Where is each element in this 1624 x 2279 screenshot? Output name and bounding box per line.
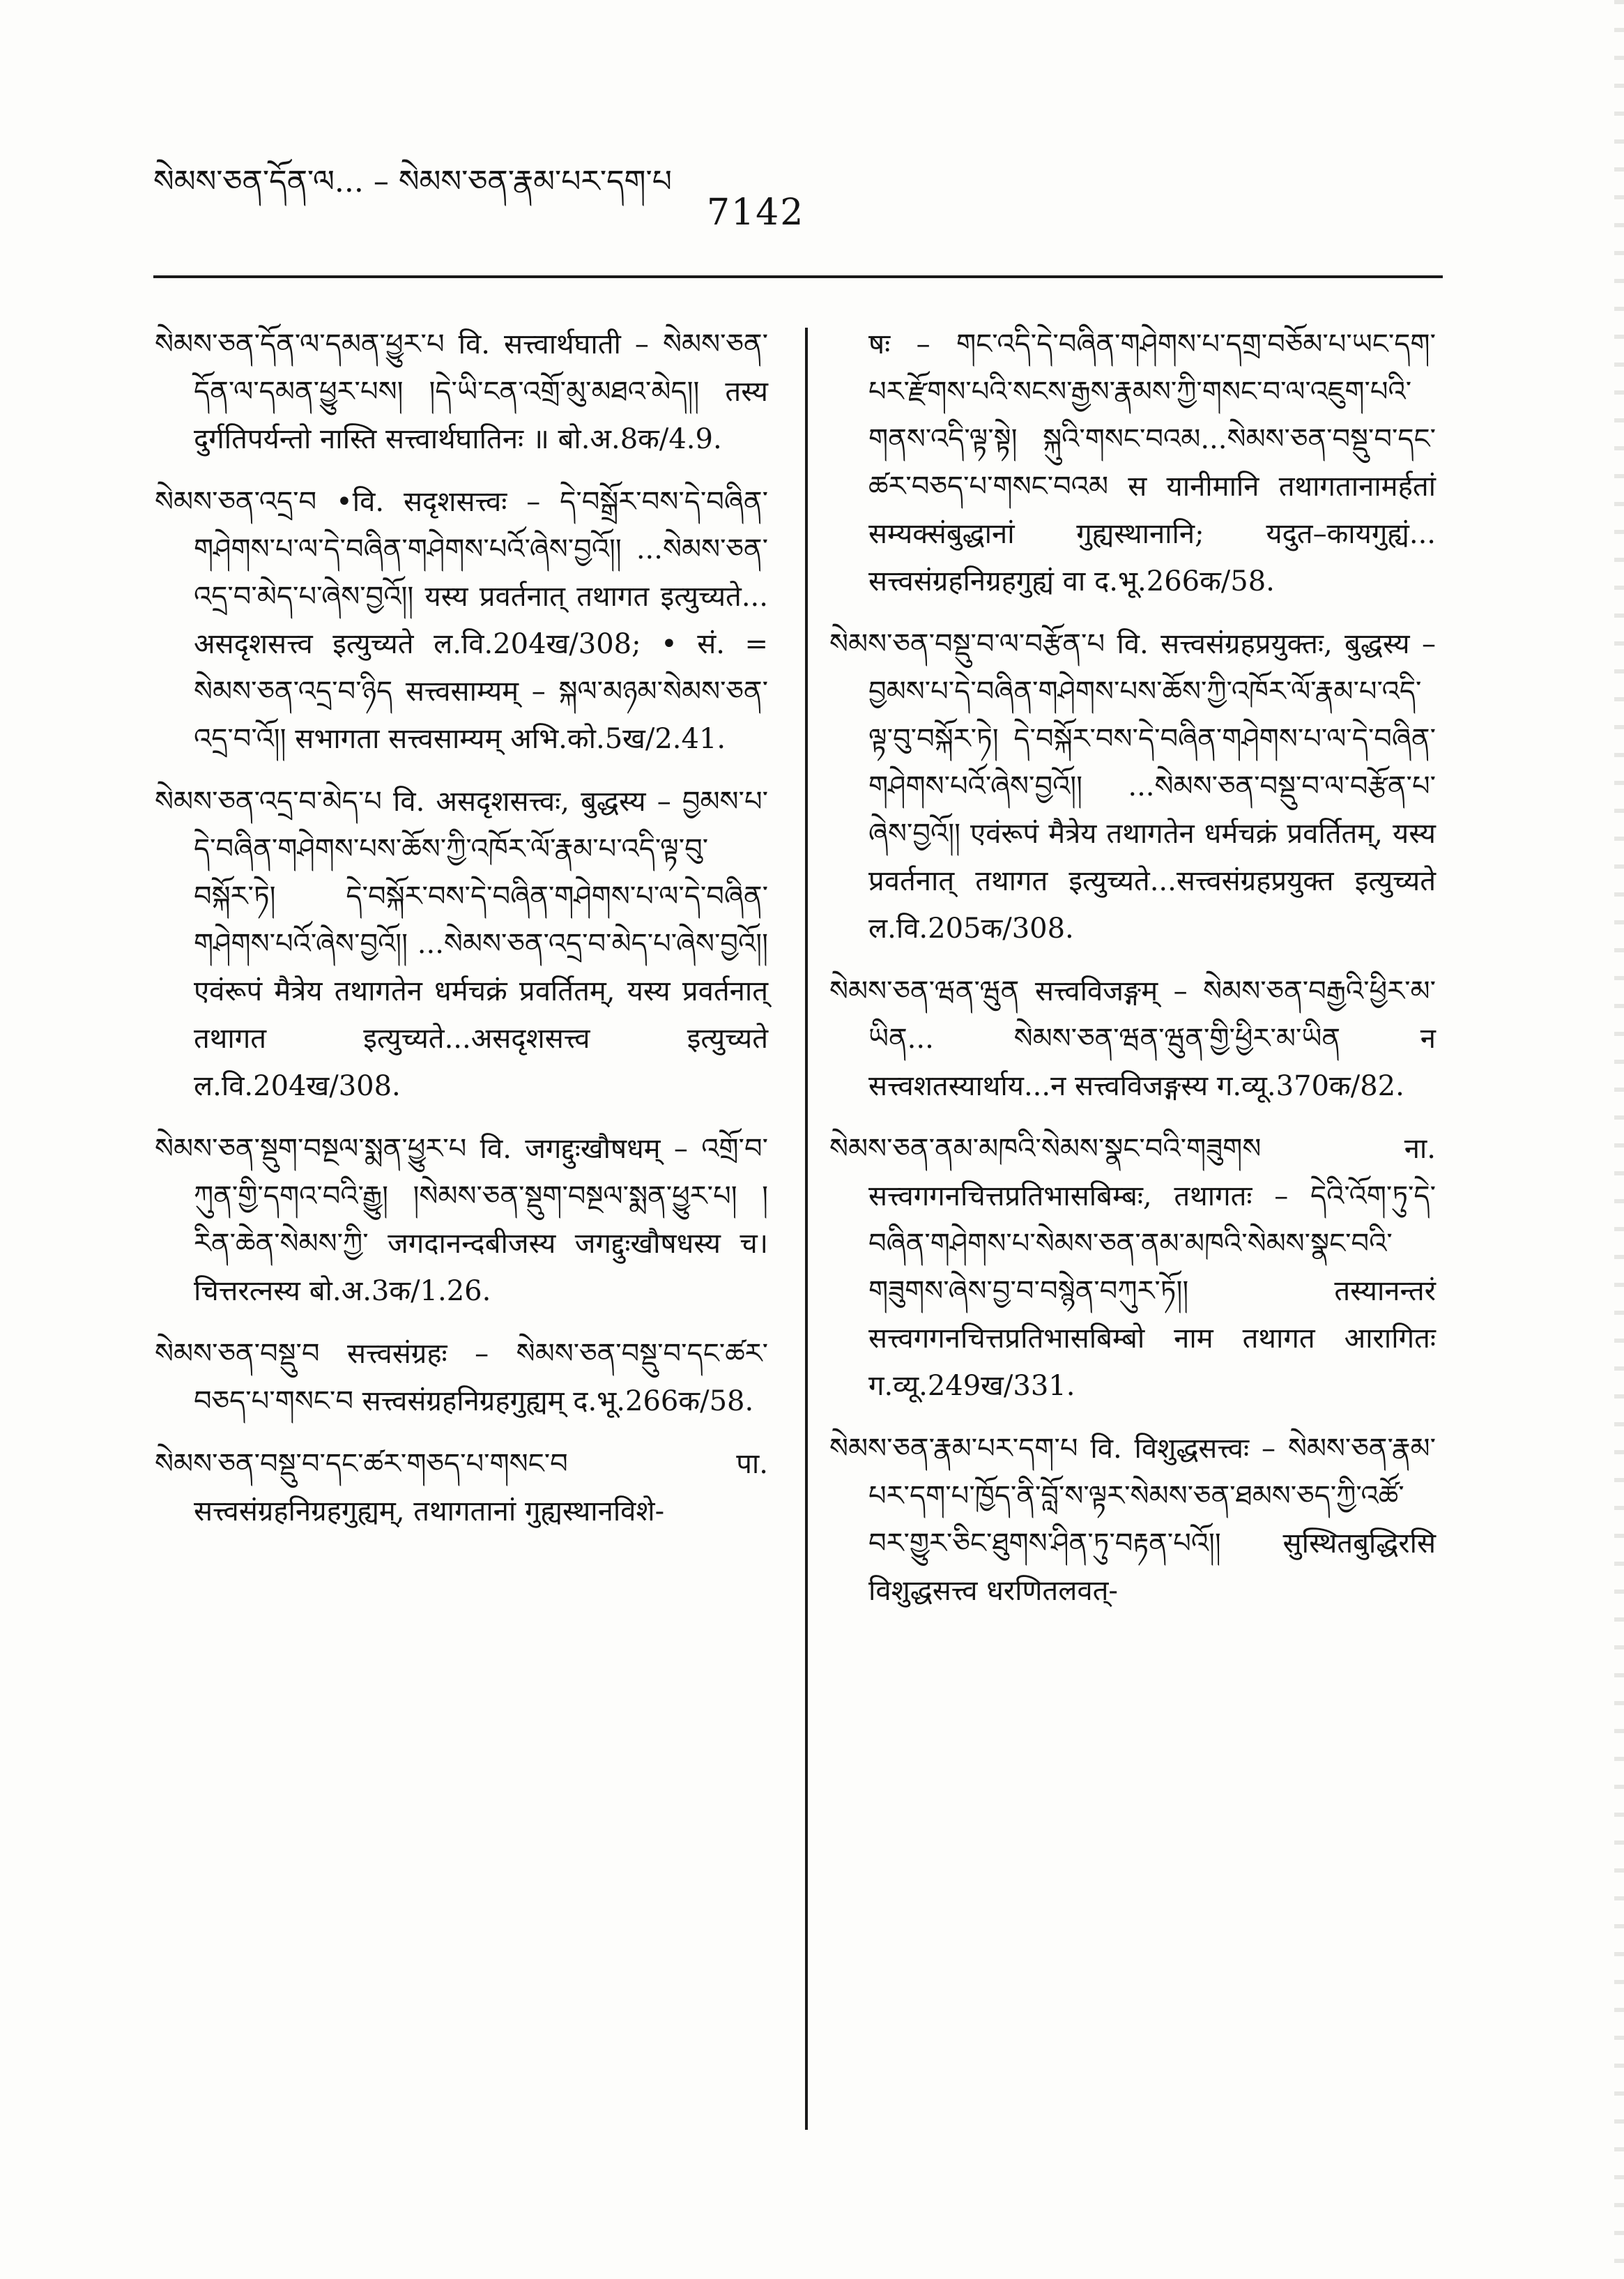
header-rule (153, 275, 1443, 278)
dictionary-entry: སེམས་ཅན་འདྲ་བ •वि. सदृशसत्त्वः – དེ་བསྒྲོར་བས་དེ་བཞིན་གཤེགས་པ་ལ་དེ་བཞིན་གཤེགས་པའོ་ཞེས་བྱའོ།། ...སེམས་ཅན་འདྲ་བ་མེད་པ་ཞེས་བྱའོ།། यस्य प्रवर्तनात् तथागत इत्युच्यते... असदृशसत्त्व इत्युच्यते ल.वि.204ख/308; • सं. = སེམས་ཅན་འདྲ་བ་ཉིད सत्त्वसाम्यम् – སྐལ་མཉམ་སེམས་ཅན་འདྲ་བ་འོ།། सभागता सत्त्वसाम्यम् अभि.को.5ख/2.41. (155, 486, 768, 755)
column-divider (805, 328, 808, 2130)
dictionary-entry: སེམས་ཅན་བསྡུ་བ་ལ་བརྩོན་པ वि. सत्त्वसंग्रहप्रयुक्तः, बुद्धस्य – བྱམས་པ་དེ་བཞིན་གཤེགས་པས་ཆོས་ཀྱི་འཁོར་ལོ་རྣམ་པ་འདི་ལྟ་བུ་བསྐོར་ཏེ། དེ་བསྐོར་བས་དེ་བཞིན་གཤེགས་པ་ལ་དེ་བཞིན་གཤེགས་པའོ་ཞེས་བྱའོ།། ...སེམས་ཅན་བསྡུ་བ་ལ་བརྩོན་པ་ཞེས་བྱའོ།། एवंरूपं मैत्रेय तथागतेन धर्मचक्रं प्रवर्तितम्, यस्य प्रवर्तनात् तथागत इत्युच्यते...सत्त्वसंग्रहप्रयुक्त इत्युच्यते ल.वि.205क/308. (829, 628, 1436, 945)
left-column (155, 321, 768, 1550)
dictionary-entry: སེམས་ཅན་དོན་ལ་དམན་ཕྱུར་པ वि. सत्त्वार्थघाती – སེམས་ཅན་དོན་ལ་དམན་ཕྱུར་པས། །དེ་ཡི་ངན་འགྲོ་མུ་མཐའ་མེད།། तस्य दुर्गतिपर्यन्तो नास्ति सत्त्वार्थघातिनः ॥ बो.अ.8क/4.9. (155, 328, 768, 455)
dictionary-entry: སེམས་ཅན་བསྡུ་བ་དང་ཚར་གཅད་པ་གསང་བ पा. सत्त्वसंग्रहनिग्रहगुह्यम्, तथागतानां गुह्यस्थानविशे- (155, 1448, 768, 1527)
dictionary-entry: སེམས་ཅན་འདྲ་བ་མེད་པ वि. असदृशसत्त्वः, बुद्धस्य – བྱམས་པ་དེ་བཞིན་གཤེགས་པས་ཆོས་ཀྱི་འཁོར་ལོ་རྣམ་པ་འདི་ལྟ་བུ་བསྐོར་ཏེ། དེ་བསྐོར་བས་དེ་བཞིན་གཤེགས་པ་ལ་དེ་བཞིན་གཤེགས་པའོ་ཞེས་བྱའོ།། ...སེམས་ཅན་འདྲ་བ་མེད་པ་ཞེས་བྱའོ།། एवंरूपं मैत्रेय तथागतेन धर्मचक्रं प्रवर्तितम्, यस्य प्रवर्तनात् तथागत इत्युच्यते...असदृशसत्त्व इत्युच्यते ल.वि.204ख/308. (155, 786, 768, 1102)
dictionary-entry: སེམས་ཅན་རྣམ་པར་དག་པ वि. विशुद्धसत्त्वः – སེམས་ཅན་རྣམ་པར་དག་པ་ཁྱོད་ནི་བློ་ས་ལྟར་སེམས་ཅན་ཐམས་ཅད་ཀྱི་འཚོ་བར་གྱུར་ཅིང་ཐུགས་ཤིན་ཏུ་བརྟན་པའོ།། सुस्थितबुद्धिरसि विशुद्धसत्त्व धरणितलवत्- (829, 1433, 1436, 1607)
scan-edge (1614, 0, 1624, 2279)
running-header (153, 164, 1443, 234)
dictionary-entry: སེམས་ཅན་ཝན་ཝུན सत्त्वविजङ्गम् – སེམས་ཅན་བརྒྱའི་ཕྱིར་མ་ཡིན... སེམས་ཅན་ཝན་ཝུན་གྱི་ཕྱིར་མ་ཡིན न सत्त्वशतस्यार्थाय...न सत्त्वविजङ्गस्य ग.व्यू.370क/82. (829, 975, 1436, 1102)
dictionary-entry: སེམས་ཅན་ནམ་མཁའི་སེམས་སྣང་བའི་གཟུགས ना. सत्त्वगगनचित्तप्रतिभासबिम्बः, तथागतः – དེའི་འོག་ཏུ་དེ་བཞིན་གཤེགས་པ་སེམས་ཅན་ནམ་མཁའི་སེམས་སྣང་བའི་གཟུགས་ཞེས་བྱ་བ་བསྙེན་བཀུར་ཏོ།། तस्यानन्तरं सत्त्वगगनचित्तप्रतिभासबिम्बो नाम तथागत आरागितः ग.व्यू.249ख/331. (829, 1133, 1436, 1402)
dictionary-entry: སེམས་ཅན་སྡུག་བསྔལ་སྨན་ཕྱུར་པ वि. जगद्दुःखौषधम् – འགྲོ་བ་ཀུན་གྱི་དགའ་བའི་རྒྱུ། །སེམས་ཅན་སྡུག་བསྔལ་སྨན་ཕྱུར་པ། །རིན་ཆེན་སེམས་ཀྱི་ जगदानन्दबीजस्य जगद्दुःखौषधस्य च। चित्तरत्नस्य बो.अ.3क/1.26. (155, 1133, 768, 1307)
running-title: སེམས་ཅན་དོན་ལ... – སེམས་ཅན་རྣམ་པར་དག་པ (153, 164, 672, 199)
dictionary-entry: སེམས་ཅན་བསྡུ་བ सत्त्वसंग्रहः – སེམས་ཅན་བསྡུ་བ་དང་ཚར་བཅད་པ་གསང་བ सत्त्वसंग्रहनिग्रहगुह्यम् द.भू.266क/58. (155, 1338, 768, 1417)
page-number: 7142 (706, 192, 805, 234)
dictionary-entry-continued: षः – གང་འདི་དེ་བཞིན་གཤེགས་པ་དགྲ་བཅོམ་པ་ཡང་དག་པར་རྫོགས་པའི་སངས་རྒྱས་རྣམས་ཀྱི་གསང་བ་ལ་འཇུག་པའི་གནས་འདི་ལྟ་སྟེ། སྐུའི་གསང་བའམ...སེམས་ཅན་བསྡུ་བ་དང་ཚར་བཅད་པ་གསང་བའམ स यानीमानि तथागतानामर्हतां सम्यक्संबुद्धानां गुह्यस्थानानि; यदुत–कायगुह्यं... सत्त्वसंग्रहनिग्रहगुह्यं वा द.भू.266क/58. (868, 328, 1436, 597)
right-column (829, 321, 1436, 1630)
